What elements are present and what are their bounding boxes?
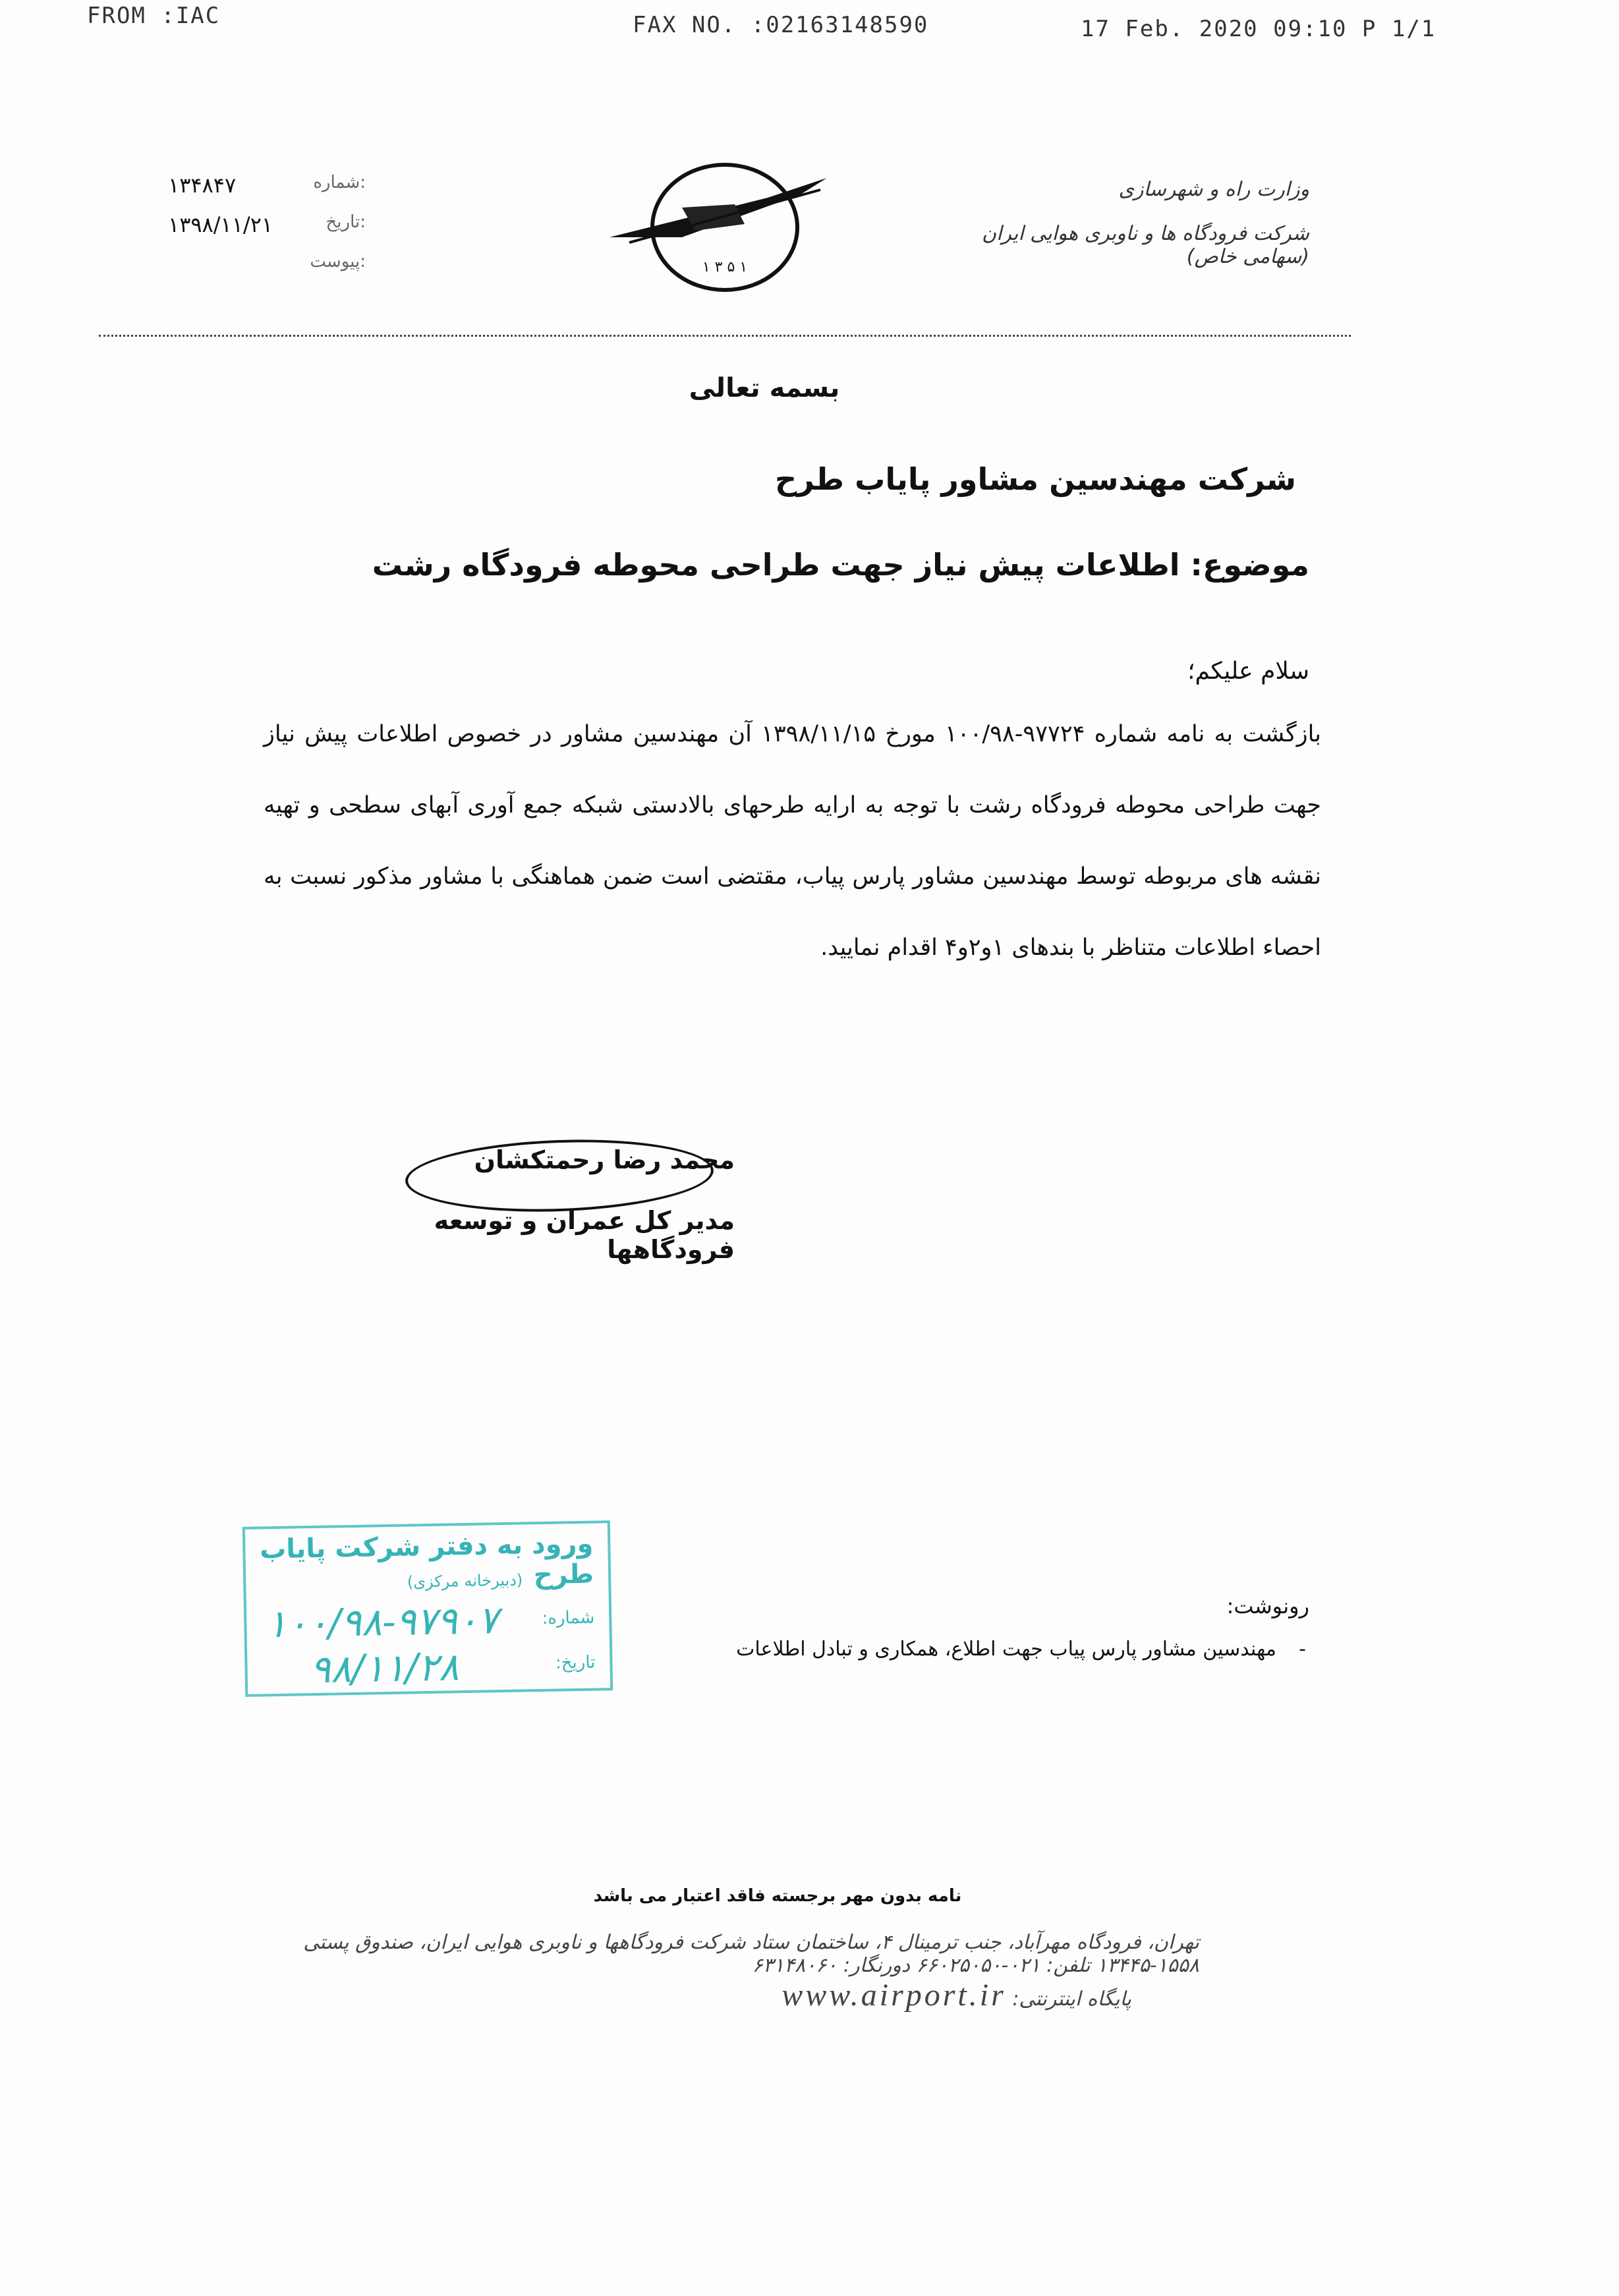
signatory-name: محمد رضا رحمتکشان [474, 1145, 735, 1174]
letter-reference-block [168, 173, 366, 291]
stamp-title: ورود به دفتر شرکت پایاب طرح [259, 1528, 594, 1591]
letter-date-label: تاریخ: [326, 212, 366, 232]
letter-date: ۱۳۹۸/۱۱/۲۱ [168, 212, 273, 237]
stamp-date: ۹۸/۱۱/۲۸ [309, 1644, 460, 1692]
footer-contact [781, 1977, 1131, 2013]
attachment-label: پیوست: [310, 252, 366, 272]
footer-website-label: پایگاه اینترنتی: [1012, 1988, 1131, 2011]
recipient: شرکت مهندسین مشاور پایاب طرح [774, 461, 1296, 497]
organization-block [940, 178, 1309, 268]
subject-line: موضوع: اطلاعات پیش نیاز جهت طراحی محوطه فرودگاه رشت [372, 547, 1309, 583]
cc-bullet: - [1299, 1638, 1306, 1661]
cc-recipient: مهندسین مشاور پارس پیاب جهت اطلاع، همکاری و تبادل اطلاعات [736, 1638, 1276, 1661]
stamp-subtitle: (دبیرخانه مرکزی) [407, 1570, 523, 1592]
greeting: سلام علیکم؛ [1187, 658, 1309, 685]
stamp-date-label: تاریخ: [555, 1652, 596, 1673]
letter-number-label: شماره: [313, 173, 366, 192]
signatory-title: مدیر کل عمران و توسعه فرودگاهها [434, 1206, 735, 1264]
footer-website-url[interactable]: www.airport.ir [781, 1978, 1006, 2013]
fax-datetime: 17 Feb. 2020 09:10 P 1/1 [1081, 16, 1436, 42]
ministry-name: وزارت راه و شهرسازی [1118, 178, 1309, 201]
fax-number: FAX NO. :02163148590 [633, 12, 929, 38]
stamp-number: ۱۰۰/۹۸-۹۷۹۰۷ [266, 1597, 499, 1647]
signature-block [366, 1127, 735, 1278]
footer-address: تهران، فرودگاه مهرآباد، جنب ترمینال ۴، ساختمان ستاد شرکت فرودگاهها و ناوبری هوایی ایران، صندوق پستی ۱۵۵۸-۱۳۴۴۵ تلفن: ۰۲۱-۶۶۰۲۵۰۵۰ دورنگار: ۶۳۱۴۸۰۶۰ [303, 1931, 1199, 1977]
svg-text:۱ ۳ ۵ ۱: ۱ ۳ ۵ ۱ [702, 259, 748, 275]
letter-body: بازگشت به نامه شماره ۹۷۷۲۴-۱۰۰/۹۸ مورخ ۱۳۹۸/۱۱/۱۵ آن مهندسین مشاور در خصوص اطلاعات پیش نیاز جهت طراحی محوطه فرودگاه رشت با توجه به ارایه طرحهای بالادستی شبکه جمع آوری آبهای سطحی و تهیه نقشه های مربوطه توسط مهندسین مشاور پارس پیاب، مقتضی است ضمن هماهنگی با مشاور مذکور نسبت به احصاء اطلاعات متناظر با بندهای ۱و۲و۴ اقدام نمایید. [264, 721, 1322, 961]
header-divider [99, 335, 1351, 337]
footer-validity-note: نامه بدون مهر برجسته فاقد اعتبار می باشد [593, 1886, 962, 1906]
airport-company-logo [603, 158, 847, 297]
fax-sender: FROM :IAC [87, 3, 221, 29]
company-name: شرکت فرودگاه ها و ناوبری هوایی ایران (سهامی خاص) [982, 222, 1309, 268]
letter-number: ۱۳۴۸۴۷ [168, 173, 237, 198]
stamp-number-label: شماره: [542, 1607, 595, 1628]
receipt-stamp [242, 1520, 613, 1697]
cc-label: رونوشت: [1226, 1593, 1309, 1619]
basmala-heading: بسمه تعالی [689, 373, 840, 403]
